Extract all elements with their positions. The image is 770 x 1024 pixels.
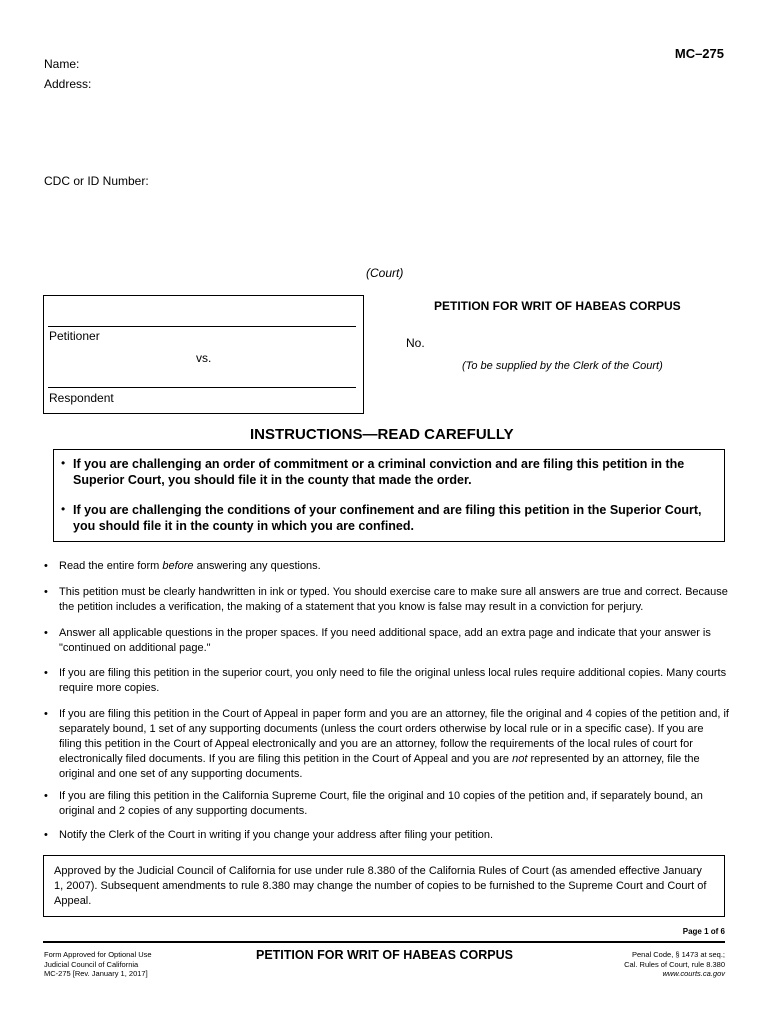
venue-instructions-box	[53, 449, 725, 542]
instruction-text: Read the entire form	[59, 560, 163, 572]
respondent-label: Respondent	[49, 391, 114, 405]
footer-form-rev: MC-275 [Rev. January 1, 2017]	[44, 969, 148, 978]
footer-rules: Cal. Rules of Court, rule 8.380	[624, 959, 725, 969]
bullet: •	[61, 502, 66, 516]
footer-council: Judicial Council of California	[44, 959, 139, 969]
page-number: Page 1 of 6	[682, 927, 725, 936]
instruction-text: answering any questions.	[193, 560, 321, 572]
footer-website-link[interactable]: www.courts.ca.gov	[662, 969, 725, 978]
address-label: Address:	[44, 77, 92, 91]
name-label: Name:	[44, 57, 80, 71]
footer-right	[624, 950, 725, 979]
instruction-text: If you are filing this petition in the California Supreme Court, file the original and 10 copies of the petition and, if separately bound, an original and 2 copies of any supporting documents.	[59, 790, 703, 817]
instruction-text: This petition must be clearly handwritten in ink or typed. You should exercise care to make sure all answers are true and correct. Because the petition includes a verification, the making of a statement that you know is false may result in a conviction for perjury.	[59, 586, 728, 613]
footer-left	[44, 950, 152, 979]
instruction-text: If you are filing this petition in the superior court, you only need to file the original unless local rules require additional copies. Many courts require more copies.	[59, 667, 727, 694]
clerk-note: (To be supplied by the Clerk of the Court)	[462, 360, 663, 372]
petitioner-line[interactable]	[48, 326, 356, 327]
approval-notice-box	[43, 855, 725, 917]
approval-notice: Approved by the Judicial Council of California for use under rule 8.380 of the California Rules of Court (as amended effective January 1, 2007). Subsequent amendments to rule 8.380 may change the number of copies to be furnished to the Supreme Court and Court of Appeal.	[54, 865, 707, 907]
court-label: (Court)	[366, 266, 404, 280]
petition-title: PETITION FOR WRIT OF HABEAS CORPUS	[434, 299, 681, 313]
footer-penal-code: Penal Code, § 1473 at seq.;	[632, 950, 725, 959]
footer-title: PETITION FOR WRIT OF HABEAS CORPUS	[256, 948, 513, 962]
venue-instruction-conviction: If you are challenging an order of commitment or a criminal conviction and are filing this petition in the Superior Court, you should file it in the county that made the order.	[73, 457, 685, 487]
instruction-text: represented by an attorney, file the original and one set of any supporting documents.	[59, 753, 700, 780]
footer-divider	[43, 941, 725, 943]
petitioner-label: Petitioner	[49, 329, 100, 343]
case-caption-box	[43, 295, 364, 414]
instruction-text: Notify the Clerk of the Court in writing if you change your address after filing your petition.	[59, 829, 494, 841]
form-number: MC–275	[674, 46, 724, 61]
bullet: •	[61, 456, 66, 470]
respondent-line[interactable]	[48, 387, 356, 388]
cdc-id-label: CDC or ID Number:	[44, 174, 149, 188]
emphasis-text: not	[512, 753, 528, 765]
case-number-label: No.	[406, 336, 425, 350]
vs-label: vs.	[196, 351, 212, 365]
venue-instruction-confinement: If you are challenging the conditions of your confinement and are filing this petition in the Superior Court, you should file it in the county in which you are confined.	[73, 503, 702, 533]
emphasis-text: before	[162, 560, 194, 572]
instruction-text: Answer all applicable questions in the proper spaces. If you need additional space, add an extra page and indicate that your answer is "continued on additional page."	[59, 627, 711, 654]
instruction-text: If you are filing this petition in the Court of Appeal in paper form and you are an attorney, file the original and 4 copies of the petition and, if separately bound, 1 set of any supporting documents (unless the court orders otherwise by local rule or in a specific case). If you are filing this petition in the Court of Appeal electronically and you are an attorney, follow the requirements of the local rules of court for electronically filed documents. If you are filing this petition in the Court of Appeal and you are	[59, 708, 729, 765]
footer-approval: Form Approved for Optional Use	[44, 950, 152, 959]
instructions-heading: INSTRUCTIONS—READ CAREFULLY	[250, 426, 514, 443]
